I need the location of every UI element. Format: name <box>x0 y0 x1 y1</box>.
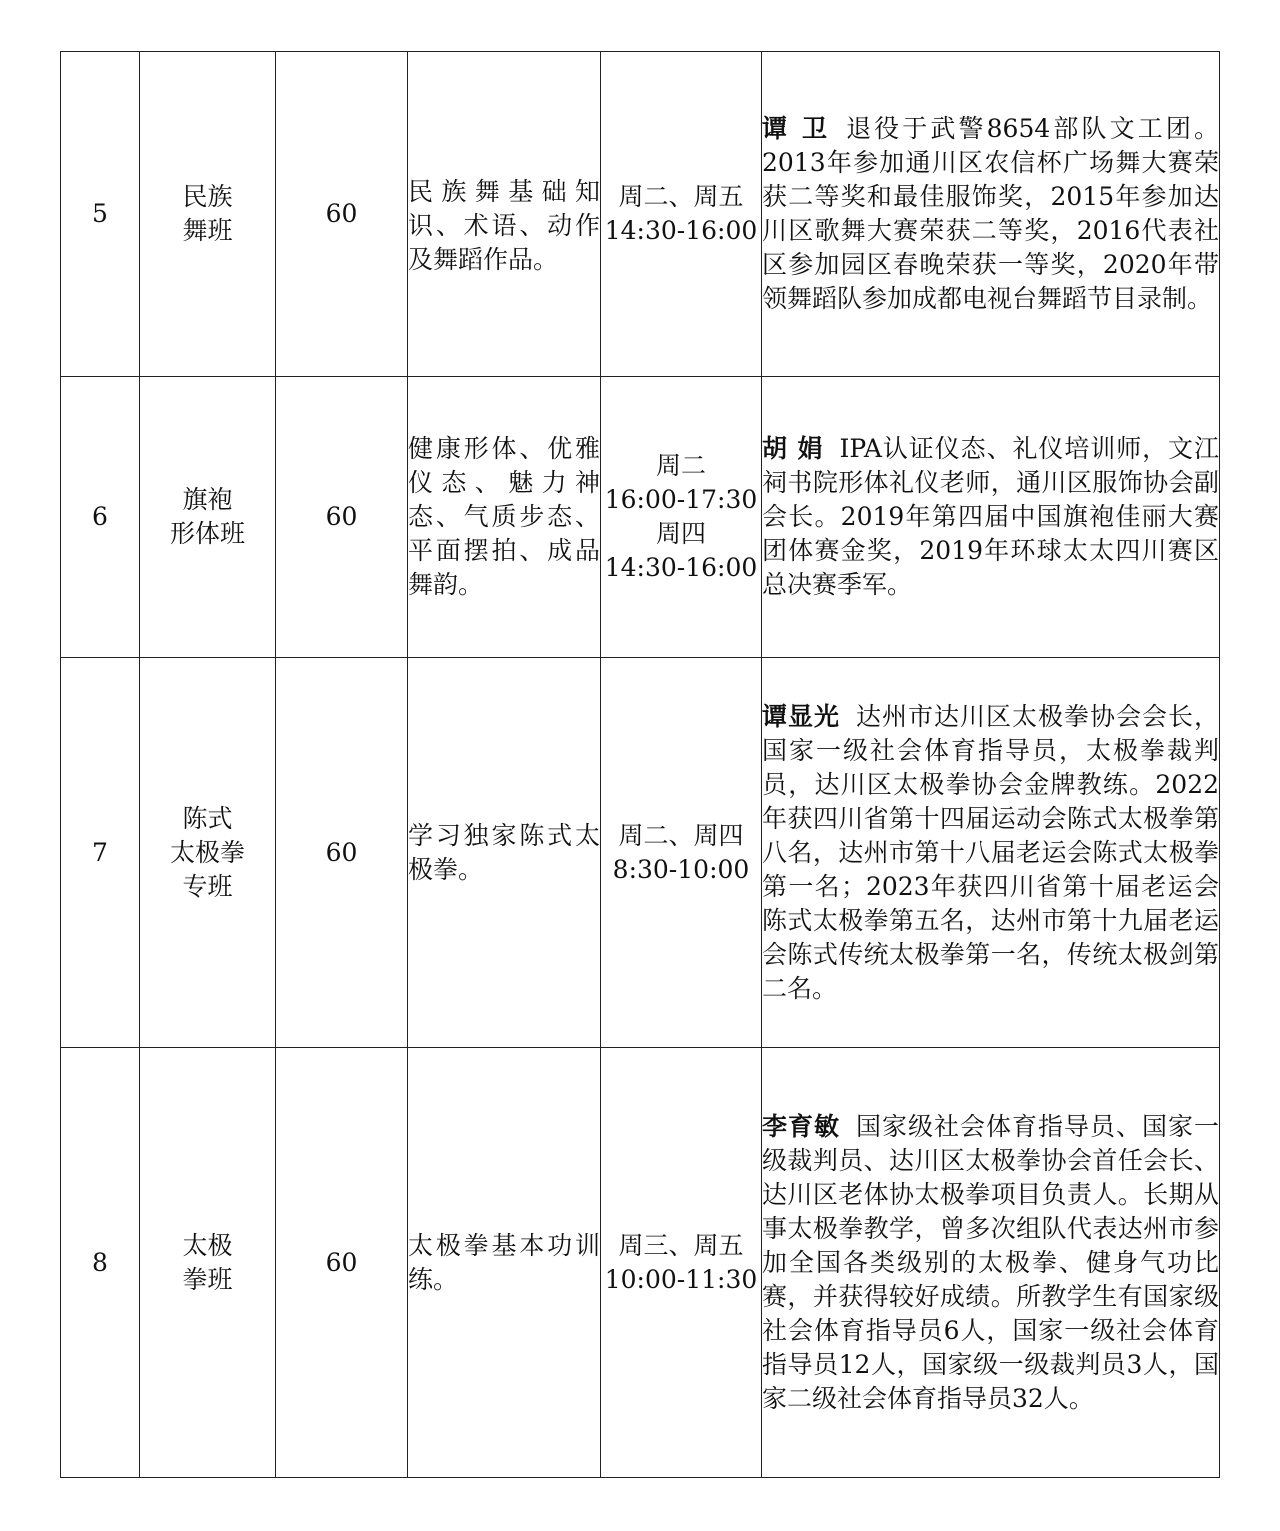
class-time <box>601 658 762 1048</box>
teacher-bio: 退役于武警8654部队文工团。2013年参加通川区农信杯广场舞大赛荣获二等奖和最佳服饰奖，2015年参加达川区歌舞大赛荣获二等奖，2016代表社区参加园区春晚荣获一等奖，2020年带领舞蹈队参加成都电视台舞蹈节目录制。 <box>762 114 1219 313</box>
class-time-line: 14:30-16:00 <box>604 553 758 582</box>
class-name-line: 形体班 <box>169 519 245 548</box>
teacher-info <box>762 377 1220 658</box>
class-time-line: 8:30-10:00 <box>612 854 750 884</box>
class-time-line: 周二 <box>655 451 706 480</box>
table-row <box>61 52 1220 377</box>
course-table <box>60 51 1220 1478</box>
teacher-name: 谭 卫 <box>762 114 831 143</box>
class-capacity: 60 <box>276 658 408 1048</box>
teacher-bio: 达州市达川区太极拳协会会长，国家一级社会体育指导员，太极拳裁判员，达川区太极拳协会金牌教练。2022年获四川省第十四届运动会陈式太极拳第八名，达州市第十八届老运会陈式太极拳第一名；2023年获四川省第十届老运会陈式太极拳第五名，达州市第十九届老运会陈式传统太极拳第一名，传统太极剑第二名。 <box>762 701 1219 1003</box>
class-time-line: 周二、周四 <box>618 820 744 850</box>
class-name <box>140 658 276 1048</box>
class-content: 民族舞基础知识、术语、动作及舞蹈作品。 <box>408 52 601 377</box>
row-number: 8 <box>61 1048 140 1478</box>
teacher-bio: IPA认证仪态、礼仪培训师，文江祠书院形体礼仪老师，通川区服饰协会副会长。2019年第四届中国旗袍佳丽大赛团体赛金奖，2019年环球太太四川赛区总决赛季军。 <box>762 434 1219 599</box>
teacher-bio: 国家级社会体育指导员、国家一级裁判员、达川区太极拳协会首任会长、达川区老体协太极拳项目负责人。长期从事太极拳教学，曾多次组队代表达州市参加全国各类级别的太极拳、健身气功比赛，并获得较好成绩。所教学生有国家级社会体育指导员6人，国家一级社会体育指导员12人，国家级一级裁判员3人，国家二级社会体育指导员32人。 <box>762 1111 1219 1413</box>
class-name-line: 太极 <box>182 1230 233 1260</box>
class-name-line: 拳班 <box>182 1264 233 1294</box>
class-time <box>601 1048 762 1478</box>
class-capacity: 60 <box>276 52 408 377</box>
class-time-line: 16:00-17:30 <box>604 485 758 514</box>
teacher-name: 胡 娟 <box>762 434 824 463</box>
class-name-line: 专班 <box>182 871 233 901</box>
table-row <box>61 1048 1220 1478</box>
class-time-line: 周四 <box>655 519 706 548</box>
class-capacity: 60 <box>276 377 408 658</box>
class-time-line: 周三、周五 <box>618 1230 744 1260</box>
class-name-line: 陈式 <box>182 803 233 833</box>
class-name <box>140 377 276 658</box>
class-name-line: 旗袍 <box>182 485 233 514</box>
class-time-line: 周二、周五 <box>618 182 744 211</box>
row-number: 5 <box>61 52 140 377</box>
class-capacity: 60 <box>276 1048 408 1478</box>
teacher-info <box>762 658 1220 1048</box>
class-content: 太极拳基本功训练。 <box>408 1048 601 1478</box>
class-content: 健康形体、优雅仪态、魅力神态、气质步态、平面摆拍、成品舞韵。 <box>408 377 601 658</box>
teacher-name: 谭显光 <box>762 701 840 731</box>
row-number: 7 <box>61 658 140 1048</box>
class-name-line: 民族 <box>182 182 233 211</box>
class-time-line: 10:00-11:30 <box>604 1264 758 1294</box>
class-time-line: 14:30-16:00 <box>604 216 758 245</box>
teacher-info <box>762 52 1220 377</box>
class-name <box>140 1048 276 1478</box>
class-content: 学习独家陈式太极拳。 <box>408 658 601 1048</box>
class-name <box>140 52 276 377</box>
table-row <box>61 658 1220 1048</box>
row-number: 6 <box>61 377 140 658</box>
class-time <box>601 377 762 658</box>
class-name-line: 舞班 <box>182 216 233 245</box>
class-name-line: 太极拳 <box>169 837 245 867</box>
teacher-name: 李育敏 <box>762 1111 840 1141</box>
teacher-info <box>762 1048 1220 1478</box>
class-time <box>601 52 762 377</box>
table-row <box>61 377 1220 658</box>
